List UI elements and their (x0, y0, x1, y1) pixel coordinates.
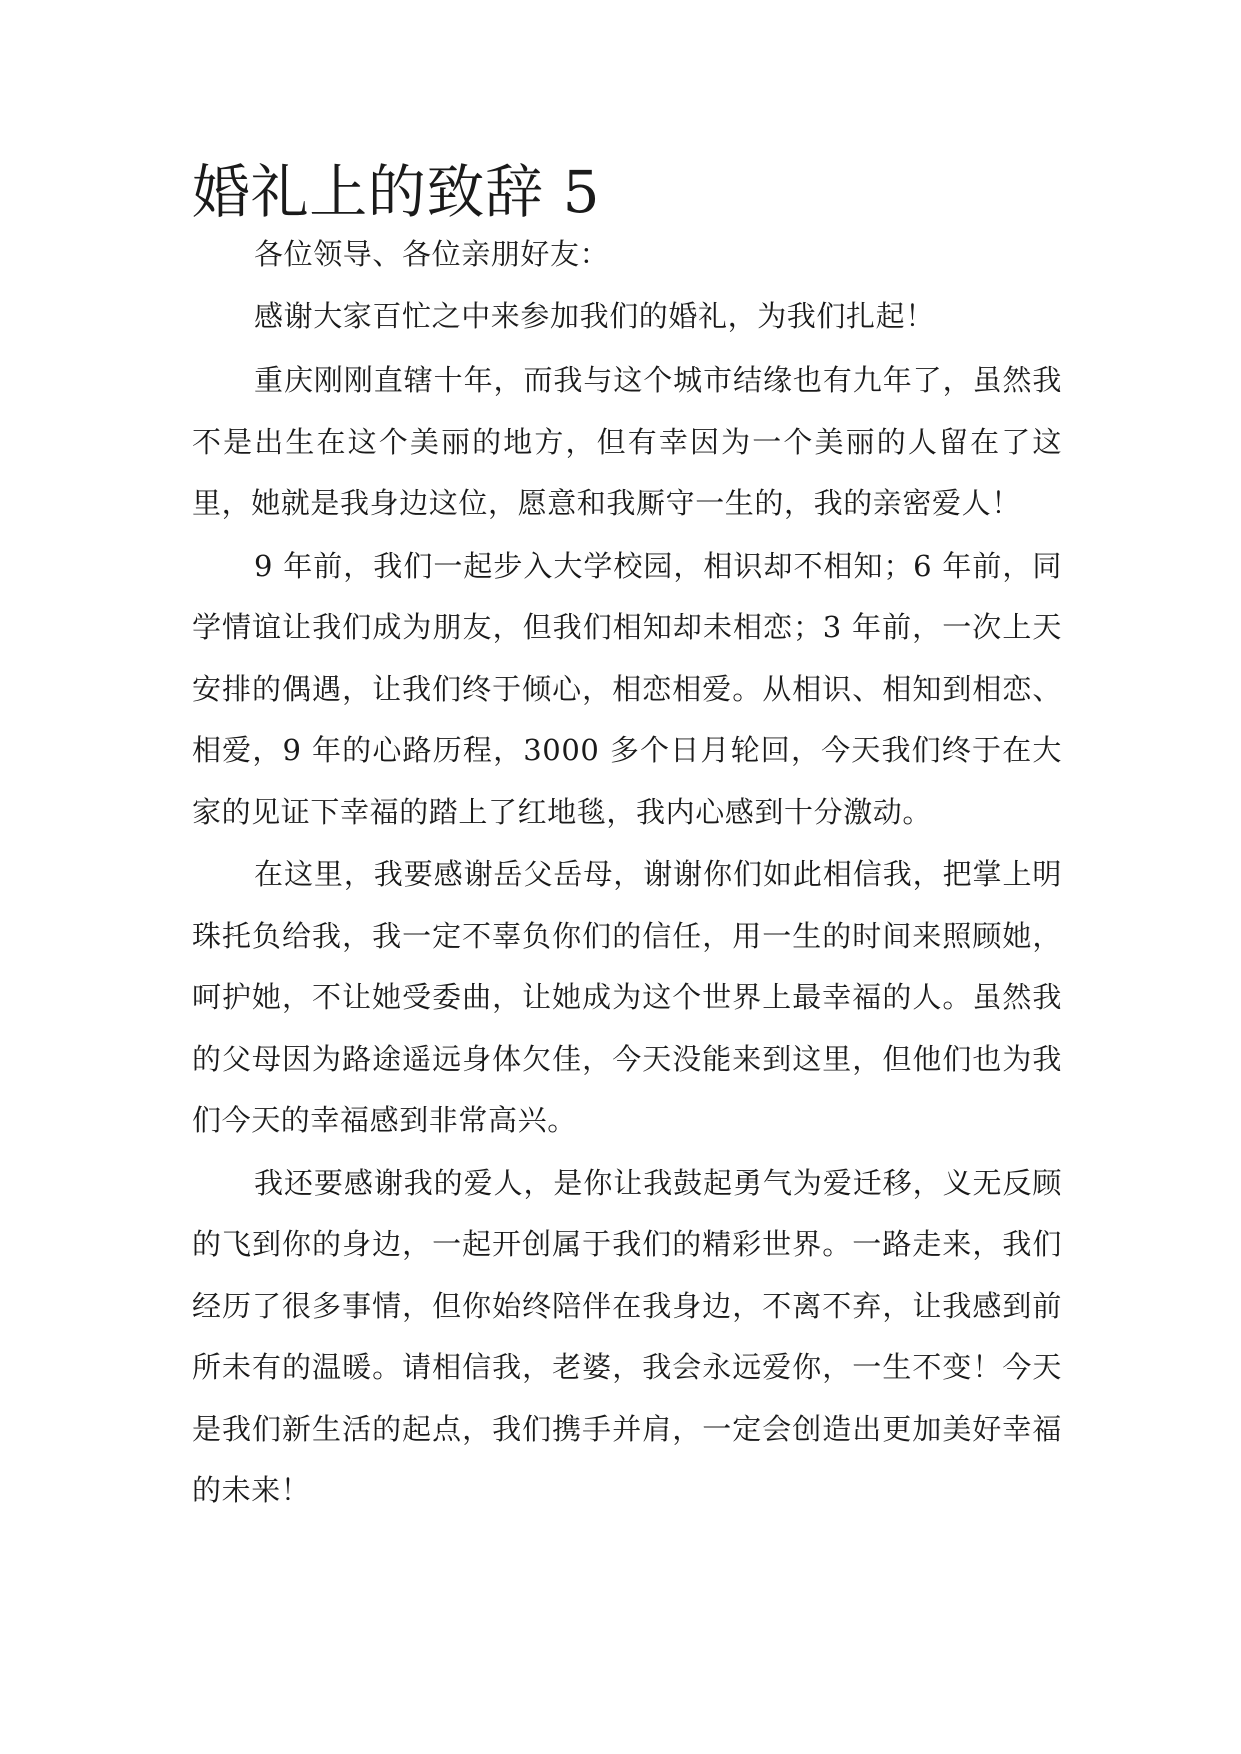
salutation: 各位领导、各位亲朋好友： (254, 237, 610, 271)
document-title: 婚礼上的致辞 5 (192, 158, 601, 226)
paragraph: 9 年前，我们一起步入大学校园，相识却不相知；6 年前，同学情谊让我们成为朋友，但我们相知却未相恋；3 年前，一次上天安排的偶遇，让我们终于倾心，相恋相爱。从相识、相知到相恋、相爱，9 年的心路历程，3000 多个日月轮回，今天我们终于在大家的见证下幸福的踏上了红地毯，我内心感到十分激动。 (192, 548, 1062, 829)
document-body (192, 160, 1062, 1522)
paragraph: 我还要感谢我的爱人，是你让我鼓起勇气为爱迁移，义无反顾的飞到你的身边，一起开创属于我们的精彩世界。一路走来，我们经历了很多事情，但你始终陪伴在我身边，不离不弃，让我感到前所未有的温暖。请相信我，老婆，我会永远爱你，一生不变！今天是我们新生活的起点，我们携手并肩，一定会创造出更加美好幸福的未来！ (192, 1165, 1062, 1507)
opening-thanks: 感谢大家百忙之中来参加我们的婚礼，为我们扎起！ (254, 299, 935, 333)
paragraph: 在这里，我要感谢岳父岳母，谢谢你们如此相信我，把掌上明珠托负给我，我一定不辜负你们的信任，用一生的时间来照顾她，呵护她，不让她受委曲，让她成为这个世界上最幸福的人。虽然我的父母因为路途遥远身体欠佳，今天没能来到这里，但他们也为我们今天的幸福感到非常高兴。 (192, 857, 1062, 1137)
paragraph: 重庆刚刚直辖十年，而我与这个城市结缘也有九年了，虽然我不是出生在这个美丽的地方，但有幸因为一个美丽的人留在了这里，她就是我身边这位，愿意和我厮守一生的，我的亲密爱人！ (192, 363, 1062, 520)
